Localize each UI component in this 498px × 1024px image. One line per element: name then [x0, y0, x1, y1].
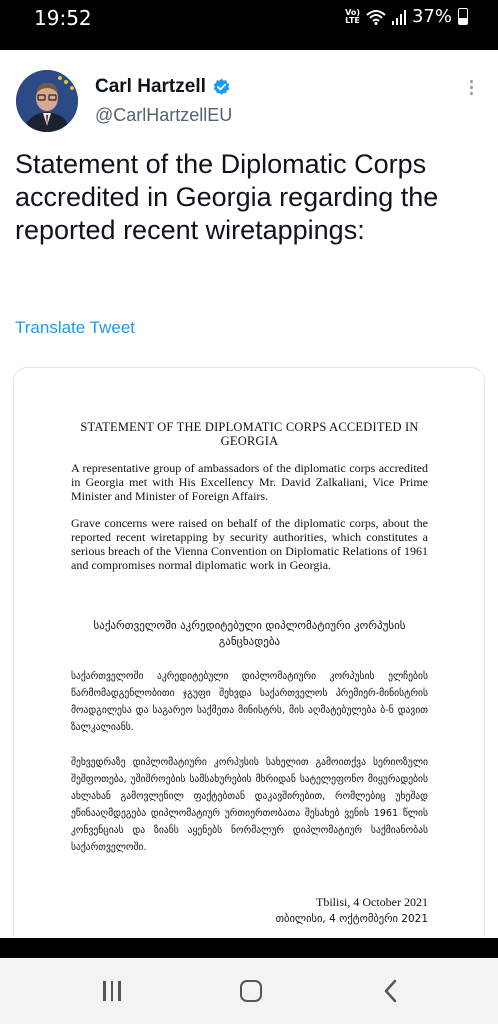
volte-indicator: Vo) LTE: [345, 7, 360, 25]
status-bar: [0, 0, 498, 38]
tweet-view: [0, 50, 498, 938]
battery-icon: [458, 8, 468, 25]
wifi-icon: [366, 9, 386, 25]
more-options-icon[interactable]: [470, 80, 476, 95]
translate-tweet-link[interactable]: Translate Tweet: [15, 318, 136, 337]
home-icon[interactable]: [240, 980, 262, 1002]
back-icon[interactable]: [383, 979, 397, 1003]
author-avatar[interactable]: [16, 70, 78, 132]
status-icons: [345, 6, 468, 27]
status-time: 19:52: [34, 6, 92, 30]
document-title: STATEMENT OF THE DIPLOMATIC CORPS ACCEDITED IN GEORGIA: [80, 420, 419, 448]
author-handle[interactable]: @CarlHartzellEU: [95, 105, 233, 125]
recent-apps-icon[interactable]: [103, 981, 121, 1001]
document-georgian-paragraph-1: საქართველოში აკრედიტებული დიპლომატიური კორპუსის ელჩების წარმომადგენლობითი ჯგუფი შეხვდა საქართველოს პრემიერ-მინისტრის მოადგილესა და საგარეო საქმეთა მინისტრს, მის აღმატებულება ბ-ნ დავით ზალკალიანს.: [71, 671, 428, 733]
battery-percent: 37%: [411, 6, 452, 27]
author-name[interactable]: Carl Hartzell: [95, 76, 231, 98]
document-georgian-title: საქართველოში აკრედიტებული დიპლომატიური კორპუსის განცხადება: [93, 619, 406, 648]
tweet-text: Statement of the Diplomatic Corps accredited in Georgia regarding the reported recent wiretappings:: [15, 149, 439, 245]
document-paragraph-2: Grave concerns were raised on behalf of the diplomatic corps, about the reported recent wiretapping by security authorities, which constitutes a serious breach of the Vienna Convention on Diplomatic Relations of 1961 and compromises normal diplomatic work in Georgia.: [71, 516, 428, 572]
document-signature: [71, 894, 428, 928]
avatar-image: [16, 70, 78, 132]
document-georgian-paragraph-2: შეხვედრაზე დიპლომატიური კორპუსის სახელით გამოითქვა სერიოზული შეშფოთება, უშიშროების სამსახურების მხრიდან სატელეფონო მიყურადების ახლახან გამოვლენილ ფაქტებთან დაკავშირებით, რომლებიც უხეშად ეწინააღმდეგება დიპლომატიურ ურთიერთობათა შესახებ ვენის 1961 წლის კონვენციას და ზიანს აყენებს ნორმალურ დიპლომატიურ საქმიანობას საქართველოში.: [71, 757, 428, 853]
signature-georgian: თბილისი, 4 ოქტომბერი 2021: [275, 913, 428, 925]
verified-badge-icon: [212, 78, 231, 97]
tweet-image[interactable]: [13, 367, 485, 938]
navigation-bar: [0, 958, 498, 1024]
signal-icon: [392, 9, 406, 25]
statement-document: [71, 420, 428, 928]
signature-english: Tbilisi, 4 October 2021: [316, 895, 428, 909]
document-paragraph-1: A representative group of ambassadors of the diplomatic corps accredited in Georgia met with His Excellency Mr. David Zalkaliani, Vice Prime Minister and Minister of Foreign Affairs.: [71, 461, 428, 503]
